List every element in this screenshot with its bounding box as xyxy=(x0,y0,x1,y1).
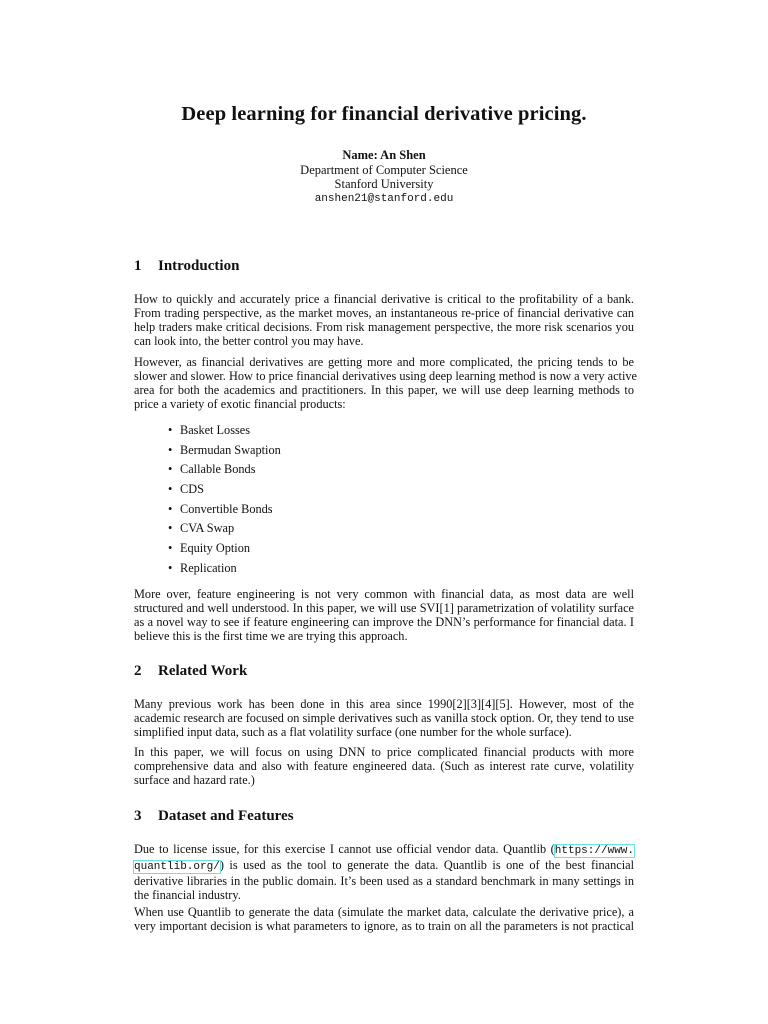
text-line: as a novel way to see if feature engineering can improve the DNN’s performance for financial data. I xyxy=(134,615,634,629)
text-line xyxy=(134,842,634,858)
product-list xyxy=(168,421,281,579)
bullet-icon: • xyxy=(168,501,173,516)
list-item xyxy=(168,421,281,441)
list-item-label: CDS xyxy=(180,482,204,497)
intro-paragraph-2 xyxy=(134,355,637,411)
section-heading-dataset xyxy=(134,808,294,825)
dataset-paragraph-1 xyxy=(134,842,634,902)
bullet-icon: • xyxy=(168,462,173,477)
intro-paragraph-3 xyxy=(134,587,634,643)
bullet-icon: • xyxy=(168,442,173,457)
author-university: Stanford University xyxy=(334,177,434,191)
list-item-label: Callable Bonds xyxy=(180,462,256,477)
section-heading-introduction xyxy=(134,258,239,275)
section-heading-related-work xyxy=(134,663,247,680)
bullet-icon: • xyxy=(168,423,173,437)
author-block xyxy=(0,148,768,206)
list-item xyxy=(168,460,281,480)
section-title: Related Work xyxy=(158,663,248,679)
list-item xyxy=(168,539,281,559)
text-line xyxy=(134,858,634,874)
text-line: can look into, the better control you may have. xyxy=(134,334,364,348)
text-line: surface and hazard rate.) xyxy=(134,773,255,787)
text-line: the financial industry. xyxy=(134,888,241,902)
list-item xyxy=(168,441,281,461)
quantlib-link-continued[interactable]: quantlib.org/ xyxy=(134,861,220,873)
list-item xyxy=(168,500,281,520)
quantlib-link[interactable]: https://www. xyxy=(554,845,634,857)
author-department: Department of Computer Science xyxy=(300,162,468,177)
section-title: Introduction xyxy=(158,258,240,274)
text-line: area for both the academics and practitioners. In this paper, we will use deep learning methods to xyxy=(134,383,634,397)
text-line: believe this is the first time we are trying this approach. xyxy=(134,629,408,643)
list-item-label: Convertible Bonds xyxy=(180,501,273,516)
list-item-label: Equity Option xyxy=(180,541,251,556)
text-line: When use Quantlib to generate the data (simulate the market data, calculate the derivative price), a xyxy=(134,905,634,919)
text-line: simplified input data, such as a flat volatility surface (one number for the whole surface). xyxy=(134,725,572,739)
list-item-label: Bermudan Swaption xyxy=(180,442,281,457)
related-paragraph-1 xyxy=(134,697,634,739)
dataset-paragraph-2 xyxy=(134,905,634,933)
intro-paragraph-1 xyxy=(134,292,634,348)
text-line: Many previous work has been done in this area since 1990[2][3][4][5]. However, most of the xyxy=(134,697,634,711)
list-item xyxy=(168,480,281,500)
list-item-label: Replication xyxy=(180,560,237,575)
text-line: structured and well understood. In this paper, we will use SVI[1] parametrization of volatility surface xyxy=(134,601,634,615)
text-line: From trading perspective, as the market moves, an instantaneous re-price of financial derivative can xyxy=(134,306,634,320)
list-item-label: Basket Losses xyxy=(180,423,251,437)
text-line: slower and slower. How to price financial derivatives using deep learning method is now a very active xyxy=(134,369,637,383)
bullet-icon: • xyxy=(168,482,173,497)
text-line: price a variety of exotic financial products: xyxy=(134,397,346,411)
text-line: More over, feature engineering is not very common with financial data, as most data are well xyxy=(134,587,634,601)
list-item xyxy=(168,559,281,579)
text-segment: Due to license issue, for this exercise I cannot use official vendor data. Quantlib ( xyxy=(134,842,555,856)
section-number: 3 xyxy=(134,808,142,824)
text-line: How to quickly and accurately price a financial derivative is critical to the profitability of a bank. xyxy=(134,292,634,306)
paper-title: Deep learning for financial derivative pricing. xyxy=(181,103,587,125)
text-line: very important decision is what parameters to ignore, as to train on all the parameters is not practical xyxy=(134,919,634,933)
text-line: comprehensive data and also with feature engineered data. (Such as interest rate curve, volatility xyxy=(134,759,634,773)
text-line: help traders make critical decisions. From risk management perspective, the more risk scenarios you xyxy=(134,320,634,334)
text-line: derivative libraries in the public domain. It’s been used as a standard benchmark in many settings in xyxy=(134,874,634,888)
list-item-label: CVA Swap xyxy=(180,521,235,536)
bullet-icon: • xyxy=(168,521,173,536)
section-number: 2 xyxy=(134,663,142,679)
related-paragraph-2 xyxy=(134,745,634,787)
bullet-icon: • xyxy=(168,541,173,556)
section-number: 1 xyxy=(134,258,142,274)
list-item xyxy=(168,519,281,539)
text-line: However, as financial derivatives are getting more and more complicated, the pricing tends to be xyxy=(134,355,634,369)
bullet-icon: • xyxy=(168,560,173,575)
text-line: In this paper, we will focus on using DNN to price complicated financial products with more xyxy=(134,745,634,759)
text-segment: ) is used as the tool to generate the data. Quantlib is one of the best financial xyxy=(219,858,634,872)
section-title: Dataset and Features xyxy=(158,808,294,824)
author-email: anshen21@stanford.edu xyxy=(314,192,454,205)
author-name: Name: An Shen xyxy=(342,148,426,162)
text-line: academic research are focused on simple derivatives such as vanilla stock option. Or, they tend to use xyxy=(134,711,634,725)
